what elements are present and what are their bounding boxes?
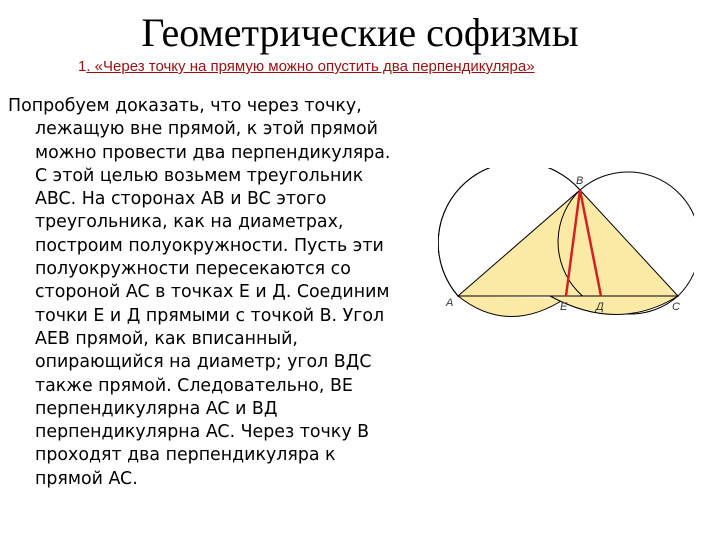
body-line: проходят два перпендикуляра к xyxy=(35,445,336,466)
body-line: ABC. На сторонах AB и BC этого xyxy=(35,189,327,210)
construction-figure xyxy=(438,168,694,317)
slide-title: Геометрические софизмы xyxy=(141,10,579,55)
label-d: Д xyxy=(596,301,604,313)
body-line: точки E и Д прямыми с точкой B. Угол xyxy=(35,305,385,326)
body-paragraph xyxy=(8,95,440,491)
body-line: С этой целью возьмем треугольник xyxy=(35,165,364,186)
body-line: AEB прямой, как вписанный, xyxy=(35,328,298,349)
label-e: E xyxy=(560,301,568,313)
body-line: стороной AC в точках E и Д. Соединим xyxy=(35,282,390,303)
arc-lower-right xyxy=(550,296,678,315)
label-a: A xyxy=(446,297,454,309)
body-line: также прямой. Следовательно, BE xyxy=(35,375,353,396)
label-b: B xyxy=(576,175,584,187)
body-line: перпендикулярна AC. Через точку B xyxy=(35,422,370,443)
label-c: C xyxy=(672,301,680,313)
body-line: Попробуем доказать, что через точку, xyxy=(8,96,362,116)
body-line: опирающийся на диаметр; угол ВДС xyxy=(35,352,372,373)
slide-subtitle xyxy=(78,58,678,76)
arc-lower-left xyxy=(458,296,566,317)
triangle-diagram xyxy=(438,168,694,328)
body-line: треугольника, как на диаметрах, xyxy=(35,212,344,233)
body-line: можно провести два перпендикуляра. xyxy=(35,142,391,163)
body-line: лежащую вне прямой, к этой прямой xyxy=(35,119,378,140)
body-line: полуокружности пересекаются со xyxy=(35,259,351,280)
subtitle-text: . «Через точку на прямую можно опустить два перпендикуляра» xyxy=(86,58,535,75)
body-line: перпендикулярна AC и ВД xyxy=(35,398,278,419)
body-line: построим полуокружности. Пусть эти xyxy=(35,235,384,256)
subtitle-number: 1 xyxy=(78,58,87,75)
body-line: прямой AC. xyxy=(35,468,138,489)
